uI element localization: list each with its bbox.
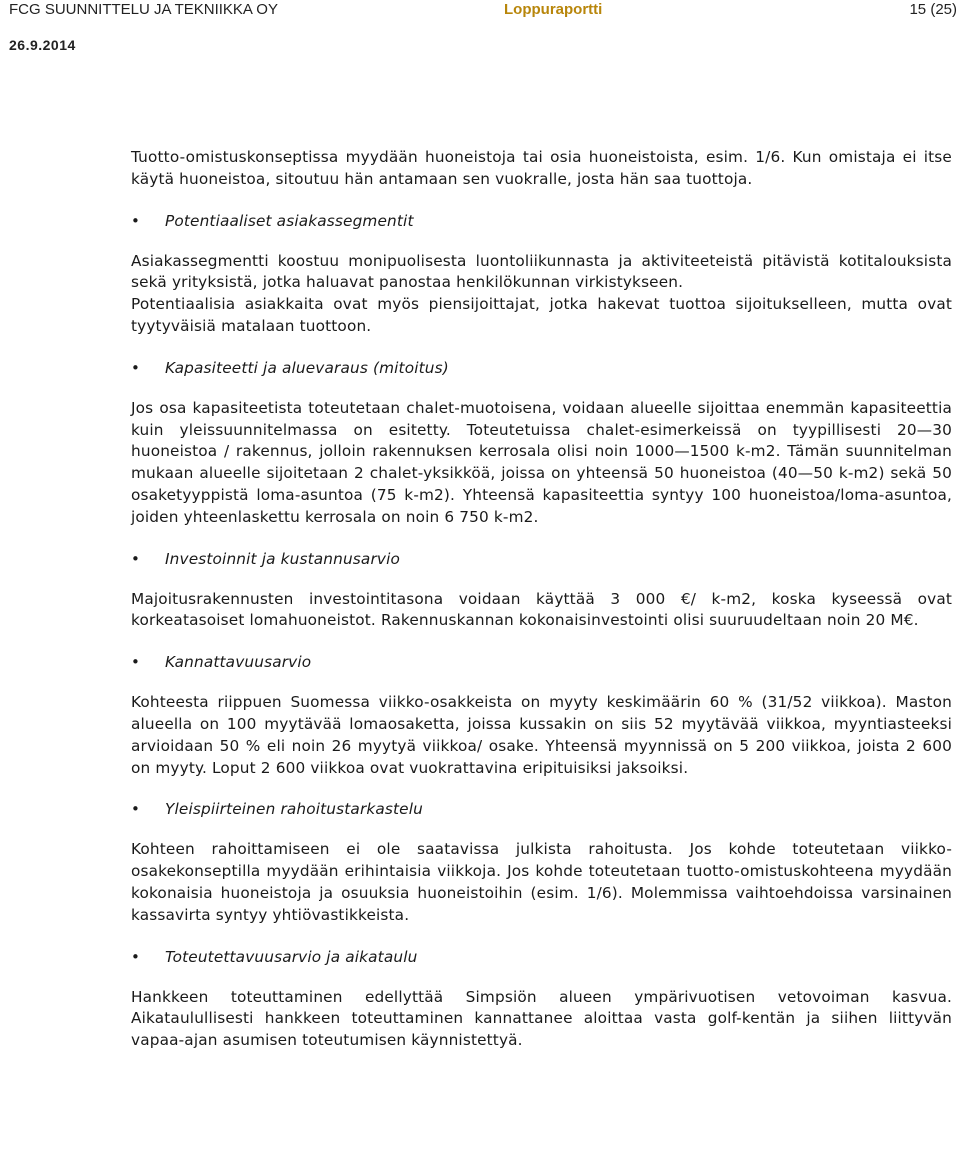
- company-name: FCG SUUNNITTELU JA TEKNIIKKA OY: [9, 1, 278, 18]
- section-heading-asiakassegmentit: [131, 210, 952, 232]
- document-title: Loppuraportti: [504, 1, 603, 18]
- section-heading-rahoitus: [131, 798, 952, 820]
- bullet-icon: •: [131, 211, 140, 230]
- section-paragraph: Kohteen rahoittamiseen ei ole saatavissa julkista rahoitusta. Jos kohde toteutetaan viikko-osakekonseptilla myydään erihintaisia viikkoja. Jos kohde toteutetaan tuotto-omistuskohteena myydään kokonaisia huoneistoja ja osuuksia huoneistoihin (esim. 1/6). Molemmissa vaihtoehdoissa varsinainen kassavirta syntyy yhtiövastikkeista.: [131, 840, 952, 924]
- page-number: 15 (25): [909, 1, 957, 18]
- bullet-icon: •: [131, 947, 140, 966]
- section-heading-kannattavuus: [131, 651, 952, 673]
- section-paragraph: Hankkeen toteuttaminen edellyttää Simpsiön alueen ympärivuotisen vetovoiman kasvua. Aikataulullisesti hankkeen toteuttaminen kannattanee aloittaa vasta golf-kentän ja siihen liittyvän vapaa-ajan asumisen toteutumisen käynnistettyä.: [131, 987, 952, 1050]
- section-heading-investoinnit: [131, 548, 952, 570]
- section-paragraph: Jos osa kapasiteetista toteutetaan chalet-muotoisena, voidaan alueelle sijoittaa enemmän kapasiteettia kuin yleissuunnitelmassa on esitetty. Toteutetuissa chalet-esimerkeissä on tyypillisesti 20—30 huoneistoa / rakennus, jolloin rakennuksen kerrosala olisi noin 1000—1500 k-m2. Tämän suunnitelman mukaan alueelle sijoitetaan 2 chalet-yksikköä, joissa on yhteensä 50 huoneistoa (40—50 k-m2) sekä 50 osaketyyppistä loma-asuntoa (75 k-m2). Yhteensä kapasiteettia syntyy 100 huoneistoa/loma-asuntoa, joiden yhteenlaskettu kerrosala on noin 6 750 k-m2.: [131, 398, 952, 526]
- section-title: Kannattavuusarvio: [165, 653, 312, 672]
- section-paragraph: Kohteesta riippuen Suomessa viikko-osakkeista on myyty keskimäärin 60 % (31/52 viikkoa). Maston alueella on 100 myytävää lomaosaketta, joissa kussakin on siis 52 myytävää viikkoa, myyntiasteeksi arvioidaan 50 % eli noin 26 myytyä viikkoa/ osake. Yhteensä myynnissä on 5 200 viikkoa, joista 2 600 on myyty. Loput 2 600 viikkoa ovat vuokrattavina eripituisiksi jaksoiksi.: [131, 693, 952, 777]
- section-title: Investoinnit ja kustannusarvio: [165, 549, 401, 568]
- section-paragraph: Majoitusrakennusten investointitasona voidaan käyttää 3 000 €/ k-m2, koska kyseessä ovat korkeatasoiset lomahuoneistot. Rakennuskannan kokonaisinvestointi olisi suuruudeltaan noin 20 M€.: [131, 589, 952, 630]
- document-date: 26.9.2014: [9, 37, 76, 53]
- bullet-icon: •: [131, 800, 140, 819]
- bullet-icon: •: [131, 653, 140, 672]
- bullet-icon: •: [131, 358, 140, 377]
- document-body: [131, 147, 952, 1052]
- section-title: Kapasiteetti ja aluevaraus (mitoitus): [165, 358, 449, 377]
- section-paragraph: Asiakassegmentti koostuu monipuolisesta luontoliikunnasta ja aktiviteeteistä pitävistä kotitalouksista sekä yrityksistä, jotka haluavat panostaa henkilökunnan virkistykseen.: [131, 251, 952, 292]
- section-title: Potentiaaliset asiakassegmentit: [165, 211, 414, 230]
- page-header: [9, 0, 957, 58]
- intro-paragraph: Tuotto-omistuskonseptissa myydään huoneistoja tai osia huoneistoista, esim. 1/6. Kun omistaja ei itse käytä huoneistoa, sitoutuu hän antamaan sen vuokralle, josta hän saa tuottoja.: [131, 148, 952, 188]
- section-heading-toteutettavuus: [131, 946, 952, 968]
- section-title: Yleispiirteinen rahoitustarkastelu: [165, 800, 423, 819]
- section-heading-kapasiteetti: [131, 357, 952, 379]
- section-paragraph: Potentiaalisia asiakkaita ovat myös piensijoittajat, jotka hakevat tuottoa sijoitukselleen, mutta ovat tyytyväisiä matalaan tuottoon.: [131, 295, 952, 335]
- section-title: Toteutettavuusarvio ja aikataulu: [165, 947, 418, 966]
- bullet-icon: •: [131, 549, 140, 568]
